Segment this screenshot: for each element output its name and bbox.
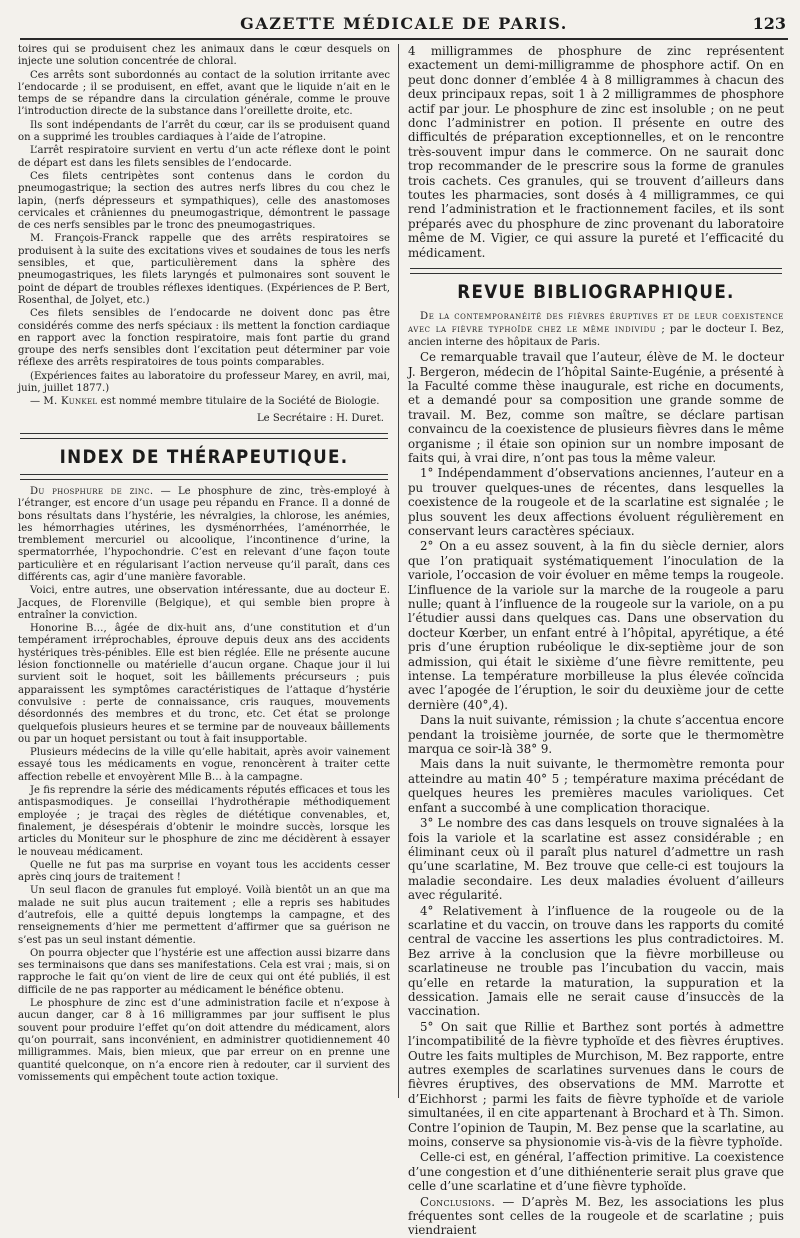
paragraph: 1° Indépendamment d’observations anciennes, l’auteur en a pu trouver quelques-unes de récentes, dans lesquelles la coexistence de la rougeole et de la scarlatine est signalée ; le plus souvent les deux affections évoluent régulièrement en conservant leurs caractères spéciaux. [408,466,784,538]
paragraph: Un seul flacon de granules fut employé. Voilà bientôt un an que ma malade ne suit plus aucun traitement ; elle a repris ses habitudes d’autrefois, elle a quitté depuis longtemps la campagne, et des renseignements d’hier me permettent d’affirmer que sa guérison ne s’est pas un seul instant démentie. [18,885,390,946]
paragraph: Ces filets centripètes sont contenus dans le cordon du pneumogastrique; la section des autres nerfs libres du cou chez le lapin, (nerfs dépresseurs et sympathiques), celle des anastomoses cervicales et crâniennes du pneumogastrique, démontrent le passage de ces nerfs sensibles par le tronc des pneumogastriques. [18,170,390,232]
paragraph [18,486,390,584]
paragraph: (Expériences faites au laboratoire du professeur Marey, en avril, mai, juin, juillet 1877.) [18,370,390,395]
conclusions-paragraph [408,1195,784,1238]
article-title: De la contemporanéité des fièvres éruptives et de leur coexistence avec la fièvre typhoïde chez le même individu ; [408,311,784,336]
paragraph: Le phosphure de zinc est d’une administration facile et n’expose à aucun danger, car 8 à 16 milligrammes par jour suffisent le plus souvent pour produire l’effet qu’on doit attendre du médicament, alors qu’on pourrait, sans inconvénient, en administrer quotidiennement 40 milligrammes. Mais, bien mieux, que par erreur on en prenne une quantité quelconque, on n’a encore rien à redouter, car il survient des vomissements qui empêchent toute action toxique. [18,998,390,1083]
announcement-paragraph: — M. Kunkel est nommé membre titulaire de la Société de Biologie. [30,396,380,408]
paragraph: Quelle ne fut pas ma surprise en voyant tous les accidents cesser après cinq jours de traitement ! [18,859,390,884]
article-heading [408,310,784,349]
page-header [20,10,788,40]
paragraph: 4° Relativement à l’influence de la rougeole ou de la scarlatine et du vaccin, on trouve dans les rapports du comité central de vaccine les assertions les plus contradictoires. M. Bez arrive à la conclusion que la fièvre morbilleuse ou scarlatineuse ne trouble pas l’incubation du vaccin, mais qu’elle en retarde la maturation, la suppuration et la dessication. Jamais elle ne serait cause d’insuccès de la vaccination. [408,903,784,1019]
paragraph: Celle-ci est, en général, l’affection primitive. La coexistence d’une congestion et d’une dithiénenterie serait plus grave que celle d’une scarlatine et d’une fièvre typhoïde. [408,1150,784,1194]
paragraph: Mais dans la nuit suivante, le thermomètre remonta pour atteindre au matin 40° 5 ; température maxima précédant de quelques heures les premières macules varioliques. Cet enfant a succombé à une complication thoracique. [408,757,784,815]
paragraph: Ces arrêts sont subordonnés au contact de la solution irritante avec l’endocarde ; il se produisent, en effet, avant que le liquide n’ait en le temps de se répandre dans la circulation générale, comme le prouve l’introduction directe de la substance dans l’oreillette droite, etc. [18,69,390,118]
paragraph: 3° Le nombre des cas dans lesquels on trouve signalées à la fois la variole et la scarlatine est assez considérable ; en éliminant ceux où il paraît plus naturel d’admettre un rash qu’une scarlatine, M. Bez trouve que celle-ci est toujours la maladie secondaire. Les deux maladies évoluent d’ailleurs avec régularité. [408,816,784,903]
paragraph: L’arrêt respiratoire survient en vertu d’un acte réflexe dont le point de départ est dans les filets sensibles de l’endocarde. [18,145,390,169]
paragraph: toires qui se produisent chez les animaux dans le cœur desquels on injecte une solution concentrée de chloral. [18,44,390,68]
announcement-text: est nommé membre titulaire de la Société de Biologie. [97,396,380,408]
paragraph: Dans la nuit suivante, rémission ; la chute s’accentua encore pendant la troisième journée, de sorte que le thermomètre marqua ce soir-là 38° 9. [408,713,784,757]
paragraph: Ce remarquable travail que l’auteur, élève de M. le docteur J. Bergeron, médecin de l’hôpital Sainte-Eugénie, a présenté à la Faculté comme thèse inaugurale, est riche en documents, et a demandé pour sa composition une grande somme de travail. M. Bez, comme son maître, se déclare partisan convaincu de la coexistence de plusieurs fièvres dans le même organisme ; il étaie son opinion sur un nombre imposant de faits qui, à vrai dire, n’ont pas tous la même valeur. [408,350,784,465]
section-break [18,433,390,480]
paragraph: Voici, entre autres, une observation intéressante, due au docteur E. Jacques, de Florenville (Belgique), et qui semble bien propre à entraîner la conviction. [18,585,390,621]
page-number: 123 [752,14,786,33]
kunkel-name: M. Kunkel [43,396,98,408]
conclusions-label: Conclusions. [420,1194,496,1209]
secretary-signature: Le Secrétaire : H. Duret. [256,412,384,424]
section-title-revue: REVUE BIBLIOGRAPHIQUE. [457,281,735,304]
conclusions-text: — D’après M. Bez, les associations les plus fréquentes sont celles de la rougeole et de scarlatine ; puis viendraient [408,1194,784,1238]
left-column [18,44,390,1098]
paragraph: 2° On a eu assez souvent, à la fin du siècle dernier, alors que l’on pratiquait systématiquement l’inoculation de la variole, l’occasion de voir évoluer en même temps la rougeole. L’influence de la variole sur la marche de la rougeole a paru nulle; quant à l’influence de la rougeole sur la variole, on a pu l’étudier aussi dans quelques cas. Dans une observation du docteur Kœrber, un enfant entré à l’hôpital, apyrétique, a été pris d’une éruption rubéolique le dix-septième jour de son admission, qui était le sixième d’une fièvre remittente, peu intense. La température morbilleuse la plus élevée coïncida avec l’apogée de l’éruption, le soir du deuxième jour de cette dernière (40°,4). [408,539,784,712]
running-title: GAZETTE MÉDICALE DE PARIS. [240,14,568,33]
section-rule [20,433,388,439]
section-rule [410,268,782,274]
article-author: par le docteur I. Bez, ancien interne des hôpitaux de Paris. [408,324,784,349]
phosphure-lead: Du phosphure de zinc. [30,485,154,497]
right-column [408,44,784,1238]
section-title-index: INDEX DE THÉRAPEUTIQUE. [59,445,349,468]
paragraph: 5° On sait que Rillie et Barthez sont portés à admettre l’incompatibilité de la fièvre typhoïde et des fièvres éruptives. Outre les faits multiples de Murchison, M. Bez rapporte, entre autres exemples de scarlatines survenues dans le cours de fièvres éruptives, des observations de MM. Marrotte et d’Eichhorst ; parmi les faits de fièvre typhoïde et de variole simultanées, il en cite appartenant à Brochard et à Th. Simon. Contre l’opinion de Taupin, M. Bez pense que la scarlatine, au moins, conserve sa physionomie vis-à-vis de la fièvre typhoïde. [408,1019,784,1150]
section-rule [20,474,388,480]
paragraph-text: — Le phosphure de zinc, très-employé à l’étranger, est encore d’un usage peu répandu en France. Il a donné de bons résultats dans l’hystérie, les névralgies, la chlorose, les anémies, les hémorrhagies utérines, les dysménorrhées, l’aménorrhée, le tremblement mercuriel ou alcoolique, l’incontinence d’urine, la spermatorrhée, l’hypochondrie. C’est en relevant d’une façon toute particulière et en régularisant l’action nerveuse qu’il paraît, dans ces différents cas, agir d’une manière favorable. [18,485,390,583]
paragraph: Plusieurs médecins de la ville qu’elle habitait, après avoir vainement essayé tous les médicaments en vogue, renoncèrent à traiter cette affection rebelle et envoyèrent Mlle B… à la campagne. [18,747,390,783]
paragraph: Ces filets sensibles de l’endocarde ne doivent donc pas être considérés comme des nerfs spéciaux : ils mettent la fonction cardiaque en rapport avec la fonction respiratoire, mais font partie du grand groupe des nerfs sensibles dont l’excitation peut déterminer par voie réflexe des arrêts respiratoires de tous points comparables. [18,308,390,369]
paragraph: 4 milligrammes de phosphure de zinc représentent exactement un demi-milligramme de phosphore actif. On en peut donc donner d’emblée 4 à 8 milligrammes à chacun des deux principaux repas, soit 1 à 2 milligrammes de phosphore actif par jour. Le phosphure de zinc est insoluble ; on ne peut donc l’administrer en potion. Il présente en outre des difficultés de préparation exceptionnelles, et on le rencontre très-souvent impur dans le commerce. On ne saurait donc trop recommander de le prescrire sous la forme de granules trois cachets. Ces granules, qui se trouvent d’ailleurs dans toutes les pharmacies, sont dosés à 4 milligrammes, ce qui rend l’administration et le fractionnement faciles, et ils sont préparés avec du phosphure de zinc provenant du laboratoire même de M. Vigier, ce qui assure la pureté et l’efficacité du médicament. [408,44,784,260]
header-rule [20,38,788,40]
paragraph: Honorine B…, âgée de dix-huit ans, d’une constitution et d’un tempérament irréprochables, éprouve depuis deux ans des accidents hystériques très-pénibles. Elle est bien réglée. Elle ne présente aucune lésion fonctionnelle ou matérielle d’aucun organe. Chaque jour il lui survient soit le hoquet, soit les bâillements précurseurs ; puis apparaissent les symptômes caractéristiques de l’attaque d’hystérie convulsive : perte de connaissance, cris rauques, mouvements désordonnés des membres et du tronc, etc. Cet état se prolonge quelquefois plusieurs heures et se termine par de nouveaux bâillements ou par un hoquet persistant ou tout à fait insupportable. [18,623,390,745]
paragraph: Ils sont indépendants de l’arrêt du cœur, car ils se produisent quand on a supprimé les troubles cardiaques à l’aide de l’atropine. [18,119,390,144]
section-break [408,268,784,304]
paragraph: Je fis reprendre la série des médicaments réputés efficaces et tous les antispasmodiques. Je conseillai l’hydrothérapie méthodiquement employée ; je traçai des règles de diététique convenables, et, finalement, je désespérais d’obtenir le moindre succès, lorsque les articles du Moniteur sur le phosphure de zinc me décidèrent à essayer le nouveau médicament. [18,785,390,858]
paragraph: M. François-Franck rappelle que des arrêts respiratoires se produisent à la suite des excitations vives et soudaines de tous les nerfs sensibles, et que, particulièrement dans la sphère des pneumogastriques, les filets laryngés et pulmonaires sont souvent le point de départ de troubles réflexes identiques. (Expériences de P. Bert, Rosenthal, de Jolyet, etc.) [18,233,390,306]
paragraph: On pourra objecter que l’hystérie est une affection aussi bizarre dans ses terminaisons que dans ses manifestations. Cela est vrai ; mais, si on rapproche le fait qu’on vient de lire de ceux qui ont été publiés, il est difficile de ne pas rapporter au médicament le bénéfice obtenu. [18,947,390,996]
column-divider [398,44,399,1098]
